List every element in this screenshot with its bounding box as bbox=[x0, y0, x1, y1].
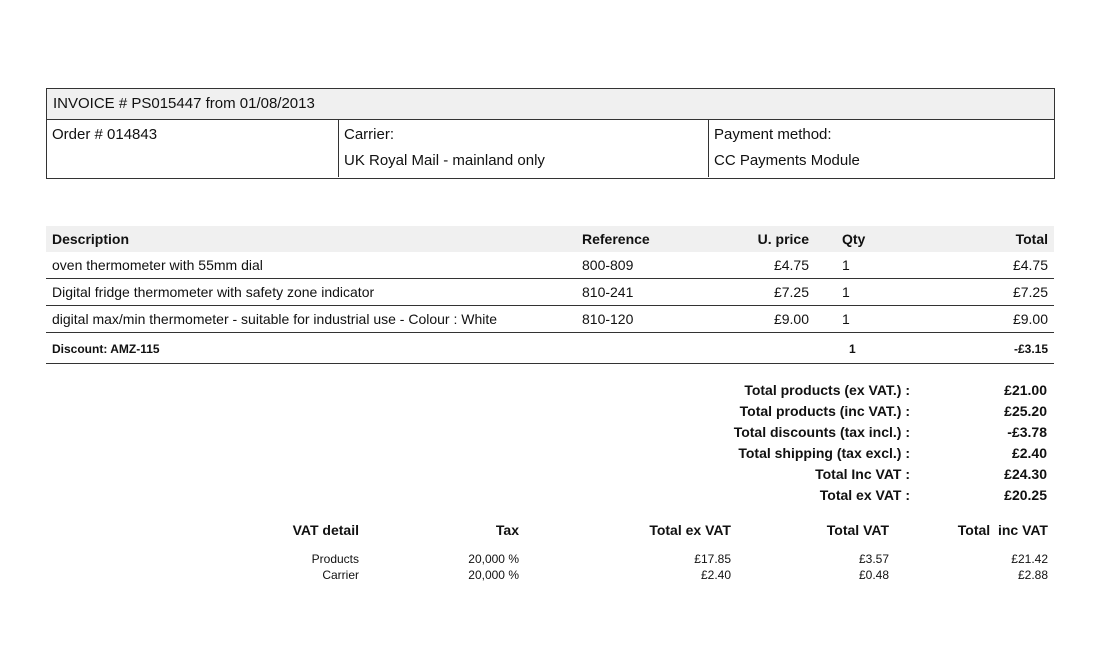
item-reference: 800-809 bbox=[582, 257, 634, 273]
table-row bbox=[46, 306, 1054, 332]
item-total: £9.00 bbox=[1012, 311, 1048, 327]
vat-row-total-ex: £17.85 bbox=[694, 552, 731, 566]
total-value: £20.25 bbox=[1004, 487, 1047, 503]
total-row bbox=[600, 464, 1054, 485]
vat-row-tax: 20,000 % bbox=[468, 552, 519, 566]
vat-row-total-vat: £0.48 bbox=[858, 568, 889, 582]
invoice-header-box bbox=[46, 88, 1055, 179]
item-qty: 1 bbox=[842, 284, 850, 300]
vat-row-tax: 20,000 % bbox=[468, 568, 519, 582]
vat-detail-table bbox=[46, 520, 1054, 582]
total-row bbox=[600, 422, 1054, 443]
item-unit-price: £7.25 bbox=[773, 284, 809, 300]
carrier-value: UK Royal Mail - mainland only bbox=[344, 152, 545, 169]
totals-block bbox=[600, 380, 1054, 506]
payment-cell bbox=[709, 120, 1054, 177]
payment-label: Payment method: bbox=[714, 126, 832, 143]
total-row bbox=[600, 380, 1054, 401]
item-total: £4.75 bbox=[1012, 257, 1048, 273]
total-value: £24.30 bbox=[1004, 466, 1047, 482]
invoice-info-row bbox=[47, 120, 1054, 177]
products-header-row bbox=[46, 226, 1054, 252]
item-description: Digital fridge thermometer with safety zone indicator bbox=[52, 284, 375, 300]
total-label: Total shipping (tax excl.) : bbox=[738, 445, 910, 461]
payment-value: CC Payments Module bbox=[714, 152, 860, 169]
products-table bbox=[46, 226, 1054, 364]
total-row bbox=[600, 401, 1054, 422]
vat-row bbox=[46, 550, 1054, 566]
item-qty: 1 bbox=[842, 311, 850, 327]
total-value: £21.00 bbox=[1004, 382, 1047, 398]
item-reference: 810-120 bbox=[582, 311, 634, 327]
vat-row-label: Products bbox=[311, 552, 359, 566]
total-label: Total products (ex VAT.) : bbox=[744, 382, 910, 398]
total-row bbox=[600, 443, 1054, 464]
vat-header-detail: VAT detail bbox=[292, 522, 359, 538]
invoice-title: INVOICE # PS015447 from 01/08/2013 bbox=[47, 89, 1054, 120]
vat-row-total-inc: £21.42 bbox=[1011, 552, 1048, 566]
total-label: Total Inc VAT : bbox=[815, 466, 910, 482]
discount-qty: 1 bbox=[849, 342, 856, 356]
table-row bbox=[46, 279, 1054, 306]
item-total: £7.25 bbox=[1012, 284, 1048, 300]
header-description: Description bbox=[52, 231, 130, 247]
item-description: oven thermometer with 55mm dial bbox=[52, 257, 263, 273]
carrier-label: Carrier: bbox=[344, 126, 395, 143]
vat-header-total-inc: Total inc VAT bbox=[957, 522, 1048, 538]
item-description: digital max/min thermometer - suitable for industrial use - Colour : White bbox=[52, 311, 498, 327]
order-number: Order # 014843 bbox=[52, 126, 158, 143]
item-qty: 1 bbox=[842, 257, 850, 273]
item-reference: 810-241 bbox=[582, 284, 634, 300]
total-label: Total ex VAT : bbox=[819, 487, 910, 503]
total-value: £25.20 bbox=[1004, 403, 1047, 419]
vat-header-row bbox=[46, 520, 1054, 550]
header-total: Total bbox=[1015, 231, 1048, 247]
carrier-cell bbox=[339, 120, 709, 177]
header-reference: Reference bbox=[582, 231, 650, 247]
total-row bbox=[600, 485, 1054, 506]
item-unit-price: £9.00 bbox=[773, 311, 809, 327]
total-value: £2.40 bbox=[1011, 445, 1047, 461]
table-row bbox=[46, 252, 1054, 279]
total-label: Total products (inc VAT.) : bbox=[739, 403, 910, 419]
discount-label: Discount: AMZ-115 bbox=[52, 342, 160, 356]
vat-row-label: Carrier bbox=[322, 568, 359, 582]
vat-row-total-vat: £3.57 bbox=[858, 552, 889, 566]
vat-header-total-ex: Total ex VAT bbox=[649, 522, 731, 538]
vat-row bbox=[46, 566, 1054, 582]
total-value: -£3.78 bbox=[1007, 424, 1047, 440]
vat-header-tax: Tax bbox=[495, 522, 519, 538]
order-cell bbox=[47, 120, 339, 177]
header-qty: Qty bbox=[842, 231, 866, 247]
header-unit-price: U. price bbox=[757, 231, 809, 247]
vat-header-total-vat: Total VAT bbox=[826, 522, 889, 538]
vat-row-total-inc: £2.88 bbox=[1017, 568, 1048, 582]
total-label: Total discounts (tax incl.) : bbox=[733, 424, 910, 440]
item-unit-price: £4.75 bbox=[773, 257, 809, 273]
vat-row-total-ex: £2.40 bbox=[700, 568, 731, 582]
discount-row bbox=[46, 332, 1054, 364]
discount-total: -£3.15 bbox=[1013, 342, 1048, 356]
